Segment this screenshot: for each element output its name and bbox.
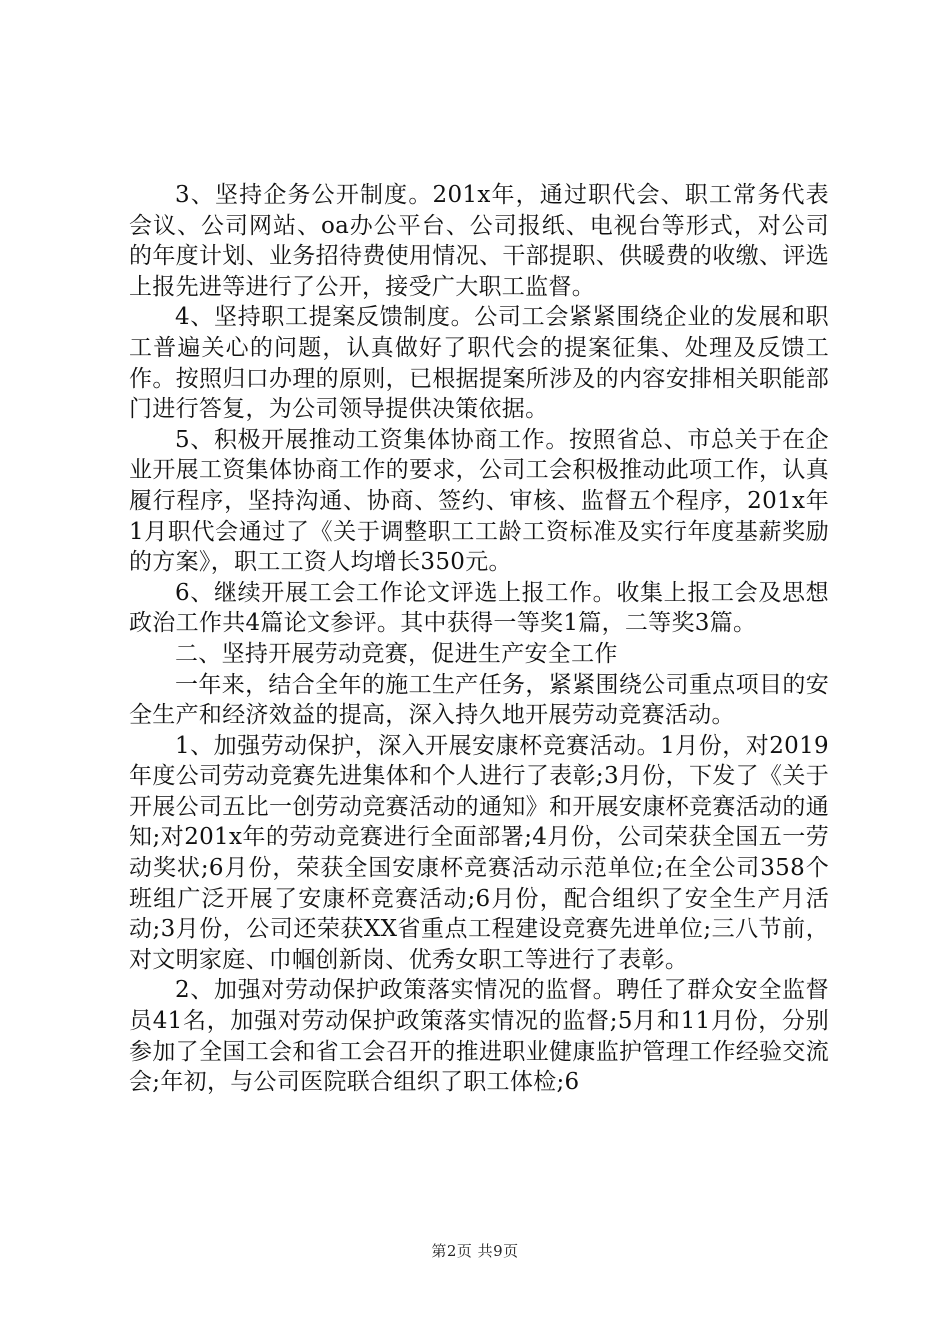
body-text bbox=[129, 180, 829, 1098]
paragraph-item-2: 2、加强对劳动保护政策落实情况的监督。聘任了群众安全监督员41名，加强对劳动保护政策落实情况的监督;5月和11月份，分别参加了全国工会和省工会召开的推进职业健康监护管理工作经验交流会;年初，与公司医院联合组织了职工体检;6 bbox=[129, 977, 829, 1096]
page-footer: 第2页 共9页 bbox=[431, 1242, 519, 1260]
paragraph-item-5: 5、积极开展推动工资集体协商工作。按照省总、市总关于在企业开展工资集体协商工作的要求，公司工会积极推动此项工作，认真履行程序，坚持沟通、协商、签约、审核、监督五个程序，201x年1月职代会通过了《关于调整职工工龄工资标准及实行年度基薪奖励的方案》，职工工资人均增长350元。 bbox=[129, 426, 829, 576]
paragraph-item-1: 1、加强劳动保护，深入开展安康杯竞赛活动。1月份，对2019年度公司劳动竞赛先进集体和个人进行了表彰;3月份，下发了《关于开展公司五比一创劳动竞赛活动的通知》和开展安康杯竞赛活动的通知;对201x年的劳动竞赛进行全面部署;4月份，公司荣获全国五一劳动奖状;6月份，荣获全国安康杯竞赛活动示范单位;在全公司358个班组广泛开展了安康杯竞赛活动;6月份，配合组织了安全生产月活动;3月份，公司还荣获XX省重点工程建设竞赛先进单位;三八节前，对文明家庭、巾帼创新岗、优秀女职工等进行了表彰。 bbox=[129, 732, 829, 973]
section-intro: 一年来，结合全年的施工生产任务，紧紧围绕公司重点项目的安全生产和经济效益的提高，深入持久地开展劳动竞赛活动。 bbox=[129, 671, 829, 729]
section-heading: 二、坚持开展劳动竞赛，促进生产安全工作 bbox=[175, 640, 618, 667]
paragraph-item-6: 6、继续开展工会工作论文评选上报工作。收集上报工会及思想政治工作共4篇论文参评。其中获得一等奖1篇，二等奖3篇。 bbox=[129, 579, 829, 637]
paragraph-item-4: 4、坚持职工提案反馈制度。公司工会紧紧围绕企业的发展和职工普遍关心的问题，认真做好了职代会的提案征集、处理及反馈工作。按照归口办理的原则，已根据提案所涉及的内容安排相关职能部门进行答复，为公司领导提供决策依据。 bbox=[129, 304, 829, 423]
paragraph-item-3: 3、坚持企务公开制度。201x年，通过职代会、职工常务代表会议、公司网站、oa办公平台、公司报纸、电视台等形式，对公司的年度计划、业务招待费使用情况、干部提职、供暖费的收缴、评选上报先进等进行了公开，接受广大职工监督。 bbox=[129, 182, 829, 300]
